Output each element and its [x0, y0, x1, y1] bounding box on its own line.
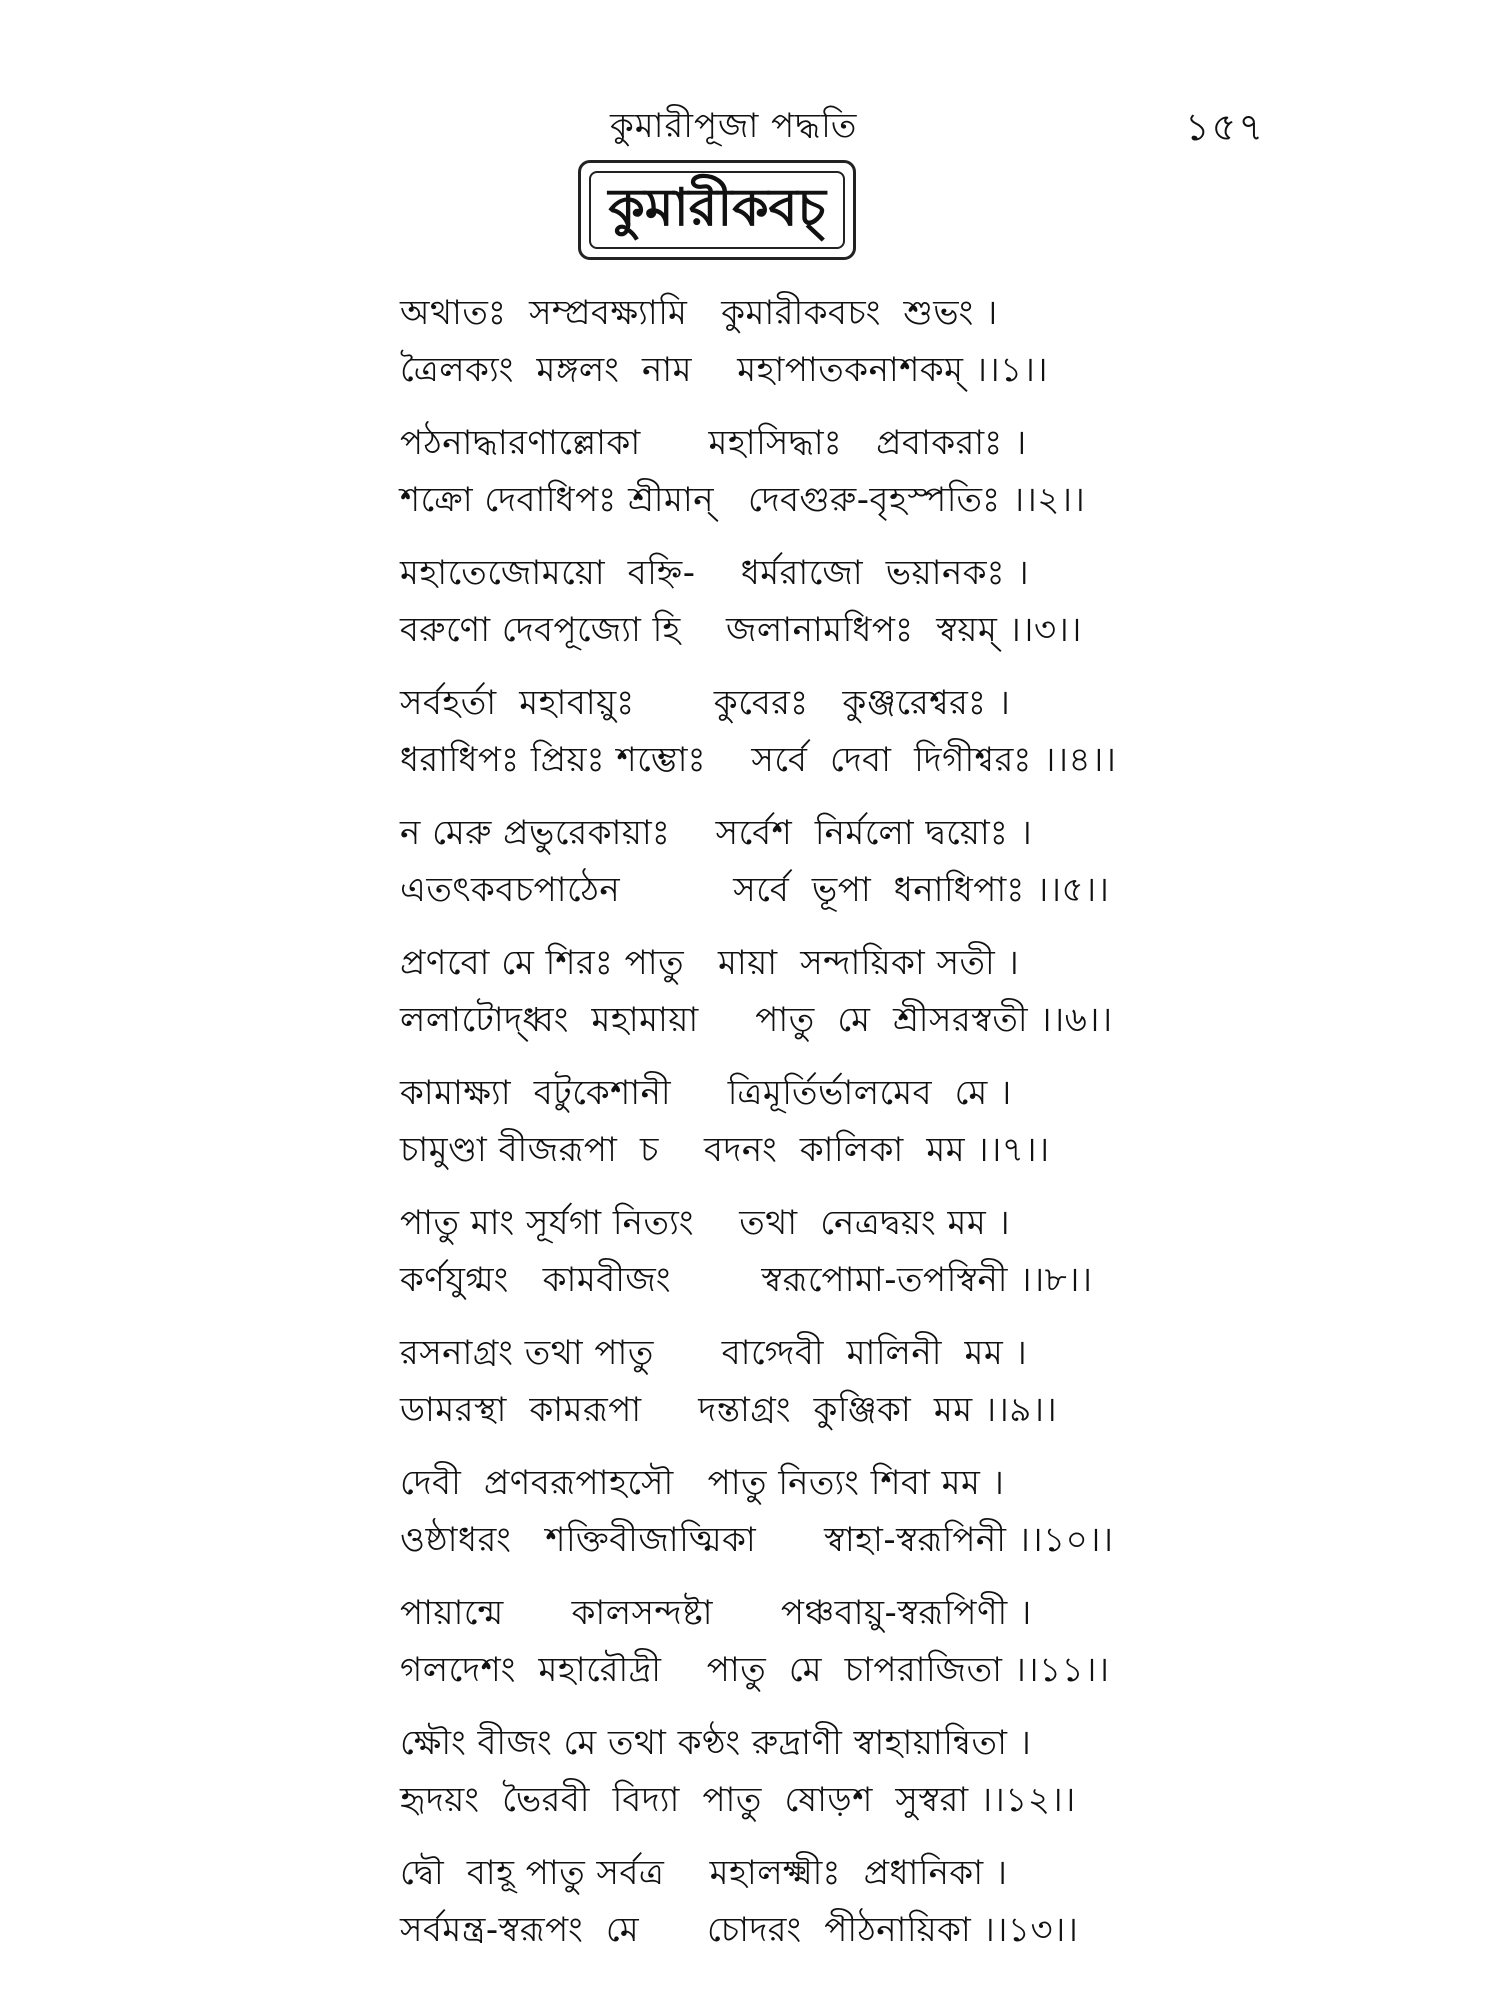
verse-line [400, 1065, 1120, 1122]
title-frame [578, 160, 856, 260]
verse-line [400, 1252, 1120, 1309]
verse-line-text: রসনাগ্রং তথা পাতু বাগ্দেবী মালিনী মম । [400, 1333, 1028, 1373]
verse-8 [400, 1195, 1120, 1309]
verse-line [400, 1902, 1120, 1959]
verse-line-text: গলদেশং মহারৌদ্রী পাতু মে চাপরাজিতা ।।১১।। [400, 1650, 1110, 1690]
section-title: কুমারীকবচ্ [608, 177, 826, 238]
verse-line-text: পঠনাদ্ধারণাল্লোকা মহাসিদ্ধাঃ প্রবাকরাঃ । [400, 423, 1027, 463]
verse-9 [400, 1325, 1120, 1439]
verse-line [400, 472, 1120, 529]
verse-line-text: অথাতঃ সম্প্রবক্ষ্যামি কুমারীকবচং শুভং । [400, 293, 998, 333]
verse-line-text: ডামরস্থা কামরূপা দন্তাগ্রং কুঞ্জিকা মম ।।৯।। [400, 1390, 1058, 1430]
verse-line-text: কর্ণযুগ্মং কামবীজং স্বরূপোমা-তপস্বিনী ।।৮।। [400, 1260, 1093, 1300]
verse-6 [400, 935, 1120, 1049]
verse-10 [400, 1455, 1120, 1569]
verse-line-text: ন মেরু প্রভুরেকায়াঃ সর্বেশ নির্মলো দ্বয়োঃ । [400, 813, 1033, 853]
verse-2 [400, 415, 1120, 529]
verse-line [400, 805, 1120, 862]
verse-5 [400, 805, 1120, 919]
verse-line [400, 732, 1120, 789]
verse-line-text: শক্রো দেবাধিপঃ শ্রীমান্ দেবগুরু-বৃহস্পতিঃ ।।২।। [400, 480, 1086, 520]
verse-line [400, 1122, 1120, 1179]
verse-line [400, 1772, 1120, 1829]
verse-11 [400, 1585, 1120, 1699]
verse-line-text: ত্রৈলক্যং মঙ্গলং নাম মহাপাতকনাশকম্ ।।১।। [400, 350, 1049, 390]
verse-line-text: সর্বমন্ত্র-স্বরূপং মে চোদরং পীঠনায়িকা ।।১৩।। [400, 1910, 1079, 1950]
title-frame-inner [589, 171, 845, 249]
verse-4 [400, 675, 1120, 789]
verse-line [400, 862, 1120, 919]
verse-3 [400, 545, 1120, 659]
verse-line-text: পাতু মাং সূর্যগা নিত্যং তথা নেত্রদ্বয়ং মম । [400, 1203, 1011, 1243]
verse-list [400, 285, 1120, 1975]
verse-line [400, 1382, 1120, 1439]
verse-line [400, 1642, 1120, 1699]
verse-line-text: মহাতেজোময়ো বহ্নি- ধর্মরাজো ভয়ানকঃ । [400, 553, 1030, 593]
verse-line-text: দেবী প্রণবরূপাহসৌ পাতু নিত্যং শিবা মম । [400, 1463, 1005, 1503]
verse-line [400, 1325, 1120, 1382]
verse-line [400, 602, 1120, 659]
verse-line-text: সর্বহর্তা মহাবায়ুঃ কুবেরঃ কুঞ্জরেশ্বরঃ । [400, 683, 1011, 723]
running-header: কুমারীপূজা পদ্ধতি [610, 106, 858, 146]
verse-line [400, 675, 1120, 732]
verse-line [400, 1715, 1120, 1772]
verse-line-text: এতৎকবচপাঠেন সর্বে ভূপা ধনাধিপাঃ ।।৫।। [400, 870, 1110, 910]
page-number: ১৫৭ [1185, 105, 1266, 149]
verse-line [400, 545, 1120, 602]
verse-line [400, 1455, 1120, 1512]
verse-12 [400, 1715, 1120, 1829]
verse-line [400, 1845, 1120, 1902]
verse-line-text: কামাক্ষ্যা বটুকেশানী ত্রিমূর্তির্ভালমেব মে । [400, 1073, 1012, 1113]
verse-line [400, 1585, 1120, 1642]
verse-line [400, 935, 1120, 992]
verse-line [400, 342, 1120, 399]
verse-line-text: হৃদয়ং ভৈরবী বিদ্যা পাতু ষোড়শ সুস্বরা ।।১২।। [400, 1780, 1076, 1820]
verse-line [400, 415, 1120, 472]
verse-7 [400, 1065, 1120, 1179]
verse-line-text: পায়ান্মে কালসন্দষ্টা পঞ্চবায়ু-স্বরূপিণী । [400, 1593, 1032, 1633]
verse-line [400, 285, 1120, 342]
verse-line-text: ধরাধিপঃ প্রিয়ঃ শম্ভোঃ সর্বে দেবা দিগীশ্বরঃ ।।৪।। [400, 740, 1117, 780]
verse-line [400, 992, 1120, 1049]
verse-13 [400, 1845, 1120, 1959]
verse-line-text: ওষ্ঠাধরং শক্তিবীজাত্মিকা স্বাহা-স্বরূপিনী ।।১০।। [400, 1520, 1114, 1560]
verse-line-text: চামুণ্ডা বীজরূপা চ বদনং কালিকা মম ।।৭।। [400, 1130, 1050, 1170]
verse-line-text: ক্ষৌং বীজং মে তথা কণ্ঠং রুদ্রাণী স্বাহায়ান্বিতা । [400, 1723, 1032, 1763]
verse-line-text: দ্বৌ বাহূ পাতু সর্বত্র মহালক্ষ্মীঃ প্রধানিকা । [400, 1853, 1008, 1893]
verse-line [400, 1512, 1120, 1569]
verse-line-text: ললাটোদ্ধ্বং মহামায়া পাতু মে শ্রীসরস্বতী ।।৬।। [400, 1000, 1113, 1040]
verse-line-text: বরুণো দেবপূজ্যো হি জলানামধিপঃ স্বয়ম্ ।।৩।। [400, 610, 1082, 650]
verse-1 [400, 285, 1120, 399]
verse-line [400, 1195, 1120, 1252]
verse-line-text: প্রণবো মে শিরঃ পাতু মায়া সন্দায়িকা সতী । [400, 943, 1020, 983]
